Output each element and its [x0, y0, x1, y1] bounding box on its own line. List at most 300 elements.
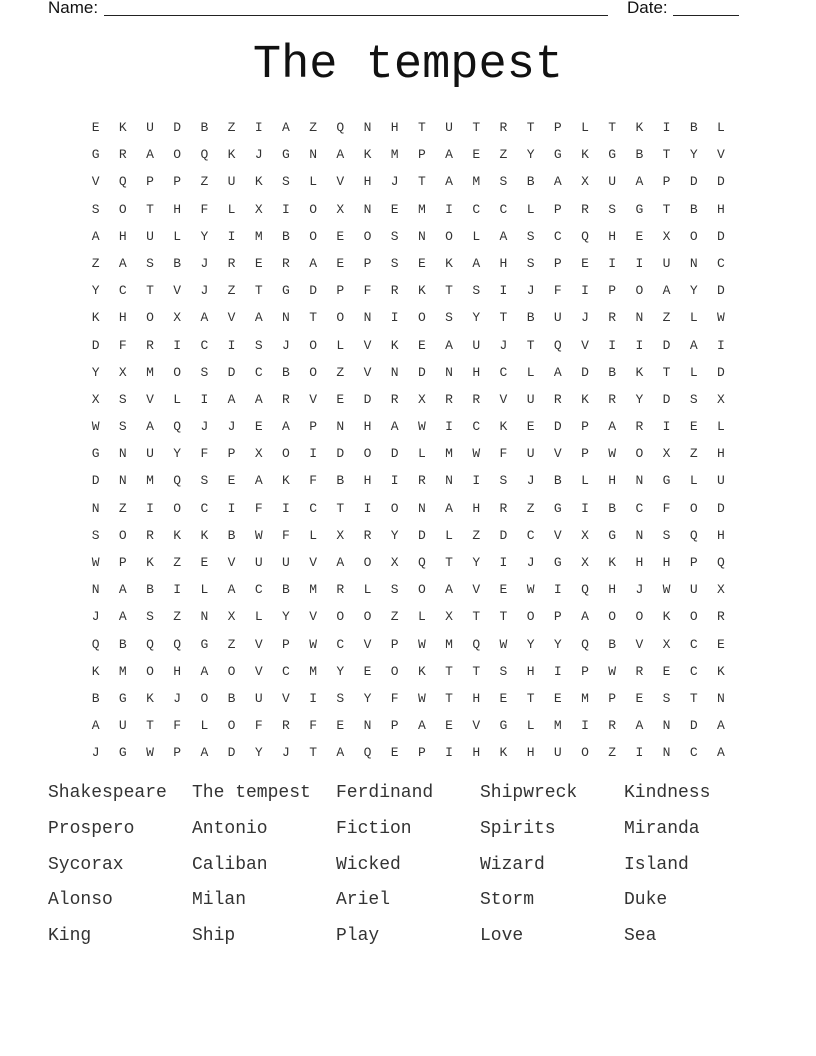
grid-letter: T	[254, 283, 263, 299]
grid-letter: O	[173, 500, 182, 516]
grid-letter: B	[689, 201, 698, 217]
grid-letter: Q	[146, 636, 154, 652]
grid-letter: K	[146, 690, 154, 706]
grid-letter: K	[581, 147, 589, 163]
grid-letter: E	[227, 473, 236, 489]
grid-letter: E	[390, 201, 399, 217]
grid-letter: Y	[689, 147, 698, 163]
grid-letter: F	[282, 527, 290, 543]
grid-letter: E	[336, 228, 345, 244]
grid-letter: T	[499, 609, 508, 625]
grid-letter: X	[581, 174, 589, 190]
grid-letter: V	[309, 391, 317, 407]
grid-letter: T	[472, 120, 481, 135]
grid-letter: H	[173, 663, 182, 679]
grid-letter: E	[336, 255, 345, 271]
grid-letter: X	[118, 364, 127, 380]
word-list-item: Sea	[624, 926, 657, 947]
grid-letter: V	[363, 364, 372, 380]
grid-letter: J	[526, 283, 535, 299]
word-list-item: Ferdinand	[336, 783, 434, 803]
grid-letter: Y	[635, 391, 644, 407]
grid-letter: A	[254, 310, 263, 326]
grid-letter: Z	[200, 174, 209, 190]
grid-letter: Y	[200, 228, 209, 244]
grid-letter: M	[146, 364, 154, 380]
grid-letter: U	[118, 718, 127, 734]
grid-letter: N	[200, 609, 209, 625]
grid-letter: N	[662, 745, 671, 761]
grid-letter: U	[146, 120, 154, 135]
grid-letter: O	[118, 527, 127, 543]
grid-letter: I	[390, 473, 399, 489]
grid-letter: A	[717, 718, 725, 734]
grid-letter: C	[472, 419, 481, 435]
word-list-item: Miranda	[624, 818, 700, 839]
grid-letter: S	[200, 364, 209, 380]
word-list-item: Antonio	[192, 818, 268, 839]
grid-letter: D	[390, 446, 399, 462]
grid-letter: F	[390, 690, 399, 706]
word-list-item: Alonso	[48, 890, 113, 911]
grid-letter: L	[717, 120, 725, 135]
grid-letter: L	[417, 446, 426, 462]
grid-letter: A	[309, 255, 317, 271]
grid-letter: O	[689, 609, 698, 625]
grid-letter: Q	[581, 582, 589, 598]
grid-row	[82, 386, 735, 413]
grid-letter: C	[309, 500, 317, 516]
grid-row	[82, 658, 735, 685]
grid-row	[82, 168, 735, 195]
grid-letter: R	[146, 337, 154, 353]
grid-letter: O	[336, 609, 345, 625]
grid-letter: V	[553, 527, 562, 543]
grid-row	[82, 467, 735, 494]
grid-letter: Y	[472, 555, 481, 570]
grid-letter: O	[363, 228, 372, 244]
grid-letter: O	[689, 500, 698, 516]
grid-letter: B	[91, 690, 100, 706]
grid-letter: T	[445, 283, 453, 299]
grid-letter: H	[472, 745, 481, 761]
grid-letter: O	[417, 582, 426, 598]
grid-letter: L	[689, 473, 698, 489]
grid-letter: S	[526, 228, 535, 244]
grid-letter: G	[91, 446, 100, 462]
grid-letter: Z	[526, 500, 535, 516]
grid-letter: E	[91, 120, 100, 135]
grid-letter: Z	[336, 364, 345, 380]
grid-letter: T	[146, 283, 154, 299]
grid-letter: N	[445, 473, 453, 489]
word-list-item: Spirits	[480, 818, 556, 839]
grid-letter: A	[282, 419, 290, 435]
grid-letter: C	[200, 500, 209, 516]
grid-letter: U	[526, 391, 535, 407]
word-list-row	[48, 850, 768, 886]
grid-letter: I	[553, 663, 562, 679]
grid-letter: P	[553, 609, 562, 625]
grid-letter: F	[309, 718, 317, 734]
grid-letter: X	[662, 636, 671, 652]
grid-letter: X	[254, 446, 263, 462]
grid-letter: R	[499, 120, 508, 135]
grid-letter: S	[146, 609, 154, 625]
worksheet-header	[0, 0, 816, 20]
grid-letter: V	[282, 690, 290, 706]
grid-letter: Y	[91, 364, 100, 380]
grid-letter: J	[200, 255, 209, 271]
grid-letter: A	[200, 663, 209, 679]
grid-letter: V	[336, 174, 345, 190]
grid-letter: X	[581, 555, 589, 570]
grid-letter: X	[91, 391, 100, 407]
grid-letter: W	[472, 446, 481, 462]
grid-letter: O	[445, 228, 453, 244]
grid-letter: O	[173, 147, 182, 163]
grid-letter: G	[118, 690, 127, 706]
grid-letter: I	[662, 419, 671, 435]
grid-letter: B	[526, 174, 535, 190]
grid-letter: W	[526, 582, 535, 598]
grid-letter: Q	[173, 419, 182, 435]
grid-letter: A	[445, 582, 453, 598]
grid-letter: C	[254, 364, 263, 380]
grid-letter: I	[390, 310, 399, 326]
grid-letter: C	[553, 228, 562, 244]
grid-letter: H	[717, 201, 725, 217]
grid-letter: T	[662, 147, 671, 163]
grid-letter: V	[227, 310, 236, 326]
grid-letter: O	[146, 310, 154, 326]
grid-letter: Q	[689, 527, 698, 543]
grid-letter: A	[689, 337, 698, 353]
grid-letter: L	[472, 228, 481, 244]
grid-letter: E	[689, 419, 698, 435]
grid-letter: E	[254, 255, 263, 271]
grid-letter: R	[282, 718, 290, 734]
grid-letter: F	[309, 473, 317, 489]
grid-letter: T	[445, 663, 453, 679]
grid-letter: W	[309, 636, 317, 652]
grid-letter: A	[254, 473, 263, 489]
grid-letter: N	[363, 201, 372, 217]
grid-letter: S	[118, 391, 127, 407]
grid-letter: X	[336, 527, 345, 543]
word-list-item: Fiction	[336, 818, 412, 839]
grid-letter: A	[336, 147, 345, 163]
grid-letter: L	[581, 120, 589, 135]
grid-letter: O	[390, 500, 399, 516]
grid-letter: K	[254, 174, 263, 190]
grid-letter: X	[173, 310, 182, 326]
grid-letter: I	[635, 745, 644, 761]
grid-letter: P	[309, 419, 317, 435]
grid-letter: I	[445, 745, 453, 761]
grid-letter: L	[363, 582, 372, 598]
word-list-item: Prospero	[48, 818, 135, 839]
grid-letter: I	[363, 500, 372, 516]
grid-letter: D	[91, 337, 100, 353]
grid-letter: X	[717, 582, 725, 598]
grid-letter: D	[662, 391, 671, 407]
grid-letter: A	[91, 228, 100, 244]
grid-letter: O	[608, 609, 617, 625]
grid-letter: L	[227, 201, 236, 217]
word-list-item: Caliban	[192, 854, 268, 875]
grid-letter: B	[553, 473, 562, 489]
grid-letter: L	[173, 228, 182, 244]
word-list-item: Kindness	[624, 783, 711, 803]
grid-letter: R	[635, 419, 644, 435]
grid-letter: Y	[91, 283, 100, 299]
grid-letter: A	[254, 391, 263, 407]
grid-letter: R	[581, 201, 589, 217]
word-list-item: Ship	[192, 926, 236, 947]
grid-letter: D	[227, 364, 236, 380]
grid-letter: H	[363, 473, 372, 489]
grid-letter: H	[526, 663, 535, 679]
grid-letter: T	[526, 120, 535, 135]
grid-letter: E	[363, 663, 372, 679]
grid-letter: Q	[363, 745, 372, 761]
grid-letter: O	[309, 364, 317, 380]
grid-letter: D	[363, 391, 372, 407]
grid-letter: V	[363, 636, 372, 652]
grid-letter: E	[390, 745, 399, 761]
grid-letter: I	[445, 201, 453, 217]
grid-letter: S	[91, 527, 100, 543]
grid-letter: I	[173, 582, 182, 598]
grid-letter: E	[499, 690, 508, 706]
grid-letter: I	[499, 283, 508, 299]
grid-letter: S	[390, 228, 399, 244]
grid-letter: V	[227, 555, 236, 570]
grid-letter: I	[309, 690, 317, 706]
grid-letter: D	[417, 527, 426, 543]
grid-letter: E	[417, 337, 426, 353]
grid-letter: S	[662, 690, 671, 706]
grid-letter: T	[526, 690, 535, 706]
grid-letter: B	[526, 310, 535, 326]
grid-letter: O	[309, 201, 317, 217]
grid-letter: Q	[581, 636, 589, 652]
grid-letter: Z	[608, 745, 617, 761]
grid-letter: Z	[227, 120, 236, 135]
grid-letter: A	[118, 255, 127, 271]
grid-letter: I	[635, 337, 644, 353]
grid-letter: J	[499, 337, 508, 353]
grid-letter: N	[363, 310, 372, 326]
grid-letter: A	[200, 745, 209, 761]
grid-letter: N	[363, 120, 372, 135]
grid-letter: O	[581, 745, 589, 761]
word-list-item: Island	[624, 854, 689, 875]
grid-letter: D	[581, 364, 589, 380]
grid-letter: D	[689, 174, 698, 190]
grid-letter: G	[662, 473, 671, 489]
grid-row	[82, 250, 735, 277]
grid-letter: R	[608, 391, 617, 407]
grid-letter: A	[662, 283, 671, 299]
grid-letter: V	[553, 446, 562, 462]
grid-letter: Y	[173, 446, 182, 462]
grid-letter: N	[635, 473, 644, 489]
grid-letter: F	[254, 718, 263, 734]
grid-letter: P	[227, 446, 236, 462]
grid-letter: N	[390, 364, 399, 380]
grid-letter: A	[553, 174, 562, 190]
grid-letter: M	[581, 690, 589, 706]
word-list-row	[48, 885, 768, 921]
grid-letter: A	[336, 555, 345, 570]
grid-letter: N	[91, 500, 100, 516]
grid-letter: O	[309, 337, 317, 353]
grid-letter: C	[200, 337, 209, 353]
grid-row	[82, 576, 735, 603]
grid-letter: D	[499, 527, 508, 543]
grid-letter: F	[363, 283, 372, 299]
grid-letter: O	[417, 310, 426, 326]
grid-letter: U	[689, 582, 698, 598]
grid-letter: K	[91, 310, 100, 326]
grid-letter: N	[363, 718, 372, 734]
grid-letter: H	[526, 745, 535, 761]
grid-letter: W	[417, 636, 426, 652]
grid-letter: H	[717, 527, 725, 543]
grid-letter: R	[472, 391, 481, 407]
grid-row	[82, 522, 735, 549]
grid-letter: K	[608, 555, 617, 570]
word-list-item: Storm	[480, 890, 535, 911]
grid-letter: I	[499, 555, 508, 570]
grid-letter: X	[445, 609, 453, 625]
grid-letter: C	[336, 636, 345, 652]
grid-letter: E	[200, 555, 209, 570]
grid-letter: K	[417, 283, 426, 299]
grid-letter: C	[472, 201, 481, 217]
grid-letter: L	[417, 609, 426, 625]
grid-letter: W	[254, 527, 263, 543]
word-list-item: Duke	[624, 890, 668, 911]
grid-letter: Y	[553, 636, 562, 652]
grid-letter: R	[390, 283, 399, 299]
grid-letter: A	[118, 609, 127, 625]
grid-letter: U	[146, 446, 154, 462]
grid-letter: L	[581, 473, 589, 489]
grid-letter: Y	[526, 636, 535, 652]
date-label: Date:	[627, 0, 668, 17]
grid-letter: W	[91, 555, 100, 570]
grid-letter: K	[635, 120, 644, 135]
grid-letter: K	[445, 255, 453, 271]
grid-letter: G	[91, 147, 100, 163]
word-list-item: Sycorax	[48, 854, 124, 875]
grid-letter: S	[91, 201, 100, 217]
grid-row	[82, 603, 735, 630]
grid-letter: Q	[553, 337, 562, 353]
grid-letter: H	[363, 419, 372, 435]
grid-letter: D	[91, 473, 100, 489]
grid-letter: Z	[227, 283, 236, 299]
grid-letter: R	[608, 718, 617, 734]
grid-letter: U	[254, 555, 263, 570]
grid-letter: F	[254, 500, 263, 516]
grid-letter: F	[118, 337, 127, 353]
grid-letter: O	[227, 663, 236, 679]
grid-letter: V	[91, 174, 100, 190]
grid-letter: U	[608, 174, 617, 190]
grid-letter: D	[717, 500, 725, 516]
grid-letter: U	[717, 473, 725, 489]
grid-letter: X	[254, 201, 263, 217]
grid-letter: H	[472, 364, 481, 380]
grid-letter: I	[227, 500, 236, 516]
grid-letter: Y	[689, 283, 698, 299]
grid-letter: C	[499, 201, 508, 217]
grid-letter: P	[173, 174, 182, 190]
grid-letter: H	[472, 500, 481, 516]
grid-letter: O	[363, 609, 372, 625]
grid-letter: B	[282, 582, 290, 598]
grid-letter: I	[608, 255, 617, 271]
grid-letter: I	[146, 500, 154, 516]
grid-letter: K	[363, 147, 372, 163]
grid-letter: Y	[363, 690, 372, 706]
grid-letter: V	[363, 337, 372, 353]
grid-letter: N	[118, 446, 127, 462]
grid-letter: I	[553, 582, 562, 598]
grid-letter: G	[553, 500, 562, 516]
grid-letter: R	[146, 527, 154, 543]
grid-letter: M	[472, 174, 481, 190]
grid-letter: N	[118, 473, 127, 489]
grid-letter: D	[717, 228, 725, 244]
grid-letter: A	[499, 228, 508, 244]
grid-letter: T	[472, 663, 481, 679]
grid-letter: X	[390, 555, 399, 570]
word-list-row	[48, 814, 768, 850]
grid-letter: Y	[336, 663, 345, 679]
grid-letter: C	[282, 663, 290, 679]
grid-letter: A	[445, 174, 453, 190]
word-list-item: Wicked	[336, 854, 401, 875]
grid-letter: V	[254, 636, 263, 652]
grid-row	[82, 114, 735, 141]
grid-letter: U	[553, 745, 562, 761]
grid-letter: M	[445, 446, 453, 462]
grid-row	[82, 223, 735, 250]
grid-letter: L	[445, 527, 453, 543]
grid-letter: N	[445, 364, 453, 380]
grid-letter: B	[635, 147, 644, 163]
grid-letter: R	[717, 609, 725, 625]
grid-letter: G	[282, 283, 290, 299]
grid-letter: P	[608, 283, 617, 299]
grid-letter: M	[254, 228, 263, 244]
grid-letter: A	[445, 500, 453, 516]
grid-letter: W	[608, 446, 617, 462]
grid-letter: N	[717, 690, 725, 706]
grid-letter: P	[581, 419, 589, 435]
grid-letter: T	[336, 500, 345, 516]
grid-letter: P	[662, 174, 671, 190]
grid-letter: K	[499, 419, 508, 435]
grid-letter: V	[472, 718, 481, 734]
grid-letter: R	[227, 255, 236, 271]
grid-letter: Y	[390, 527, 399, 543]
